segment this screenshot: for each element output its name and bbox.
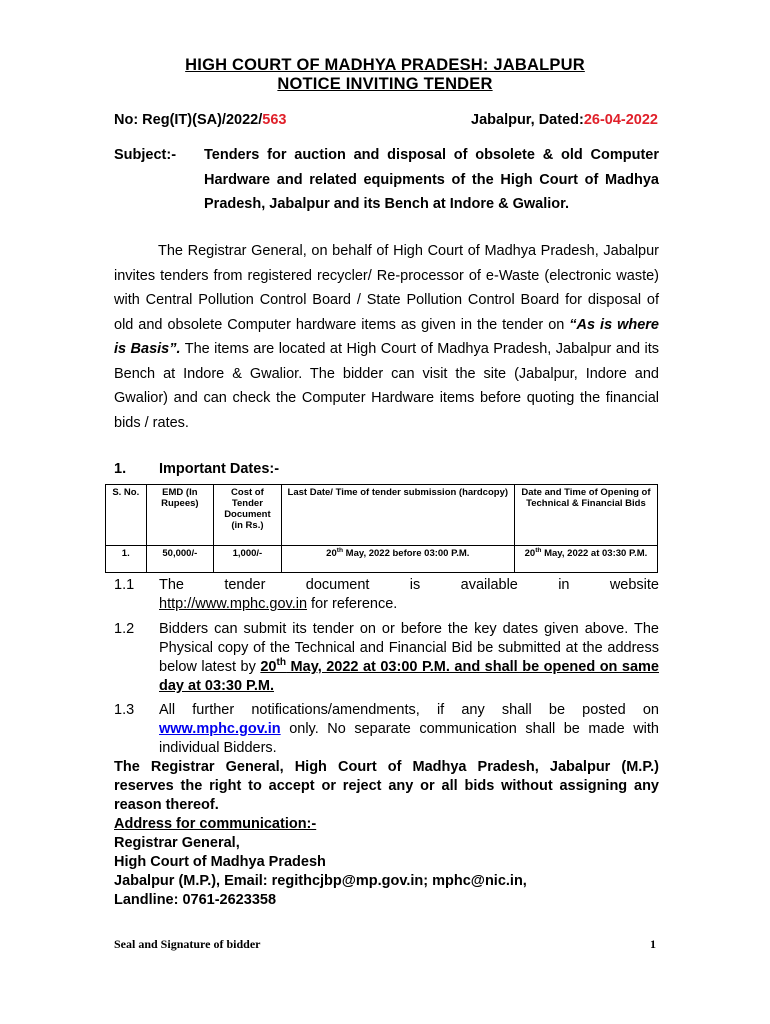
address-heading: Address for communication:- <box>114 816 317 832</box>
footer-signature-label: Seal and Signature of bidder <box>114 937 261 951</box>
document-page: HIGH COURT OF MADHYA PRADESH: JABALPUR NOTICE INVITING TENDER No: Reg(IT)(SA)/2022/563 Jabalpur, Dated:26-04-2022 Subject:- Tenders for auction and disposal of obsolete & old Computer Hardware and related equipments of the High Court of Madhya Pradesh, Jabalpur and its Bench at Indore & Gwalior. The Registrar General, on behalf of High Court of Madhya Pradesh, Jabalpur invites tenders from registered recycler/ Re-processor of e-Waste (electronic waste) with Central Pollution Control Board / State Pollution Control Board for disposal of old and obsolete Computer hardware items as given in the tender on “As is where is Basis”. The items are located at High Court of Madhya Pradesh, Jabalpur and its Bench at Indore & Gwalior. The bidder can visit the site (Jabalpur, Indore and Gwalior) and can check the Computer Hardware items before quoting the financial bids / rates. 1. Important Dates:- S. No. EMD (In Rupees) Cost of Tender Document (in Rs.) Last Date/ Time of tender submission (hardcopy) Date and Time of Opening of Technical & Financial Bids 1. 50,000/- 1,000/- 20th May, 2022 before 03:00 P.M. 20th May, 2022 at 03:30 P.M. 1.1 The tender document is available in website http://www.mphc.gov.in for reference. 1.2 Bidders can submit its tender on or before the key dates given above. The Physical copy of the Technical and Financial Bid be submitted at the address below latest by 20th May, 2022 at 03:00 P.M. and shall be opened on same day at 03:30 P.M. 1.3 All further notifications/amendments, if any shall be posted on www.mphc.gov.in only. No separate communication shall be made with individual Bidders. The Registrar General, High Court of Madhya Pradesh, Jabalpur (M.P.) reserves the right to accept or reject any or all bids without assigning any reason thereof. Address for communication:- Registrar General, High Court of Madhya Pradesh Jabalpur (M.P.), Email: regithcjbp@mp.gov.in; mphc@nic.in, Landline: 0761-2623358 Seal and Signature of bidder 1 <box>0 0 770 1024</box>
subject-text: Tenders for auction and disposal of obsolete & old Computer Hardware and related equipments of the High Court of Madhya Pradesh, Jabalpur and its Bench at Indore & Gwalior. <box>204 147 659 212</box>
table-cell: 1,000/- <box>214 546 282 573</box>
table-row <box>106 546 658 573</box>
important-dates-table <box>105 484 658 573</box>
table-header-row <box>106 485 658 546</box>
as-is-basis-emphasis: “As is where is Basis”. <box>114 316 659 357</box>
submission-deadline: 20th May, 2022 at 03:00 P.M. and shall be opened on same day at 03:30 P.M. <box>159 657 659 694</box>
table-header: S. No. <box>106 485 147 546</box>
page-subtitle: NOTICE INVITING TENDER <box>277 75 493 93</box>
table-header: Date and Time of Opening of Technical & Financial Bids <box>514 485 657 546</box>
reference-date: Jabalpur, Dated:26-04-2022 <box>471 112 658 128</box>
address-line: High Court of Madhya Pradesh <box>114 854 326 870</box>
address-line: Registrar General, <box>114 835 240 851</box>
table-cell: 1. <box>106 546 147 573</box>
table-cell: 20th May, 2022 before 03:00 P.M. <box>281 546 514 573</box>
address-line: Landline: 0761-2623358 <box>114 892 277 908</box>
website-link[interactable]: www.mphc.gov.in <box>159 721 281 737</box>
table-header: Last Date/ Time of tender submission (hardcopy) <box>281 485 514 546</box>
section-heading-important-dates: 1. Important Dates:- <box>114 461 280 477</box>
intro-paragraph: The Registrar General, on behalf of High Court of Madhya Pradesh, Jabalpur invites tenders from registered recycler/ Re-processor of e-Waste (electronic waste) with Central Pollution Control Board / State Pollution Control Board for disposal of old and obsolete Computer hardware items as given in the tender on “As is where is Basis”. The items are located at High Court of Madhya Pradesh, Jabalpur and its Bench at Indore & Gwalior. The bidder can visit the site (Jabalpur, Indore and Gwalior) and can check the Computer Hardware items before quoting the financial bids / rates. <box>114 243 659 431</box>
table-cell: 20th May, 2022 at 03:30 P.M. <box>514 546 657 573</box>
page-title: HIGH COURT OF MADHYA PRADESH: JABALPUR <box>185 56 585 74</box>
reference-number: No: Reg(IT)(SA)/2022/563 <box>114 112 287 128</box>
website-link[interactable]: http://www.mphc.gov.in <box>159 596 308 612</box>
subject-label: Subject:- <box>114 147 177 163</box>
table-cell: 50,000/- <box>146 546 214 573</box>
table-header: EMD (In Rupees) <box>146 485 214 546</box>
reference-line <box>114 112 658 128</box>
closing-statement: The Registrar General, High Court of Madhya Pradesh, Jabalpur (M.P.) reserves the right to accept or reject any or all bids without assigning any reason thereof. <box>114 759 659 813</box>
address-line: Jabalpur (M.P.), Email: regithcjbp@mp.gov.in; mphc@nic.in, <box>114 873 527 889</box>
page-number: 1 <box>650 937 656 951</box>
table-header: Cost of Tender Document (in Rs.) <box>214 485 282 546</box>
address-block <box>114 815 659 910</box>
